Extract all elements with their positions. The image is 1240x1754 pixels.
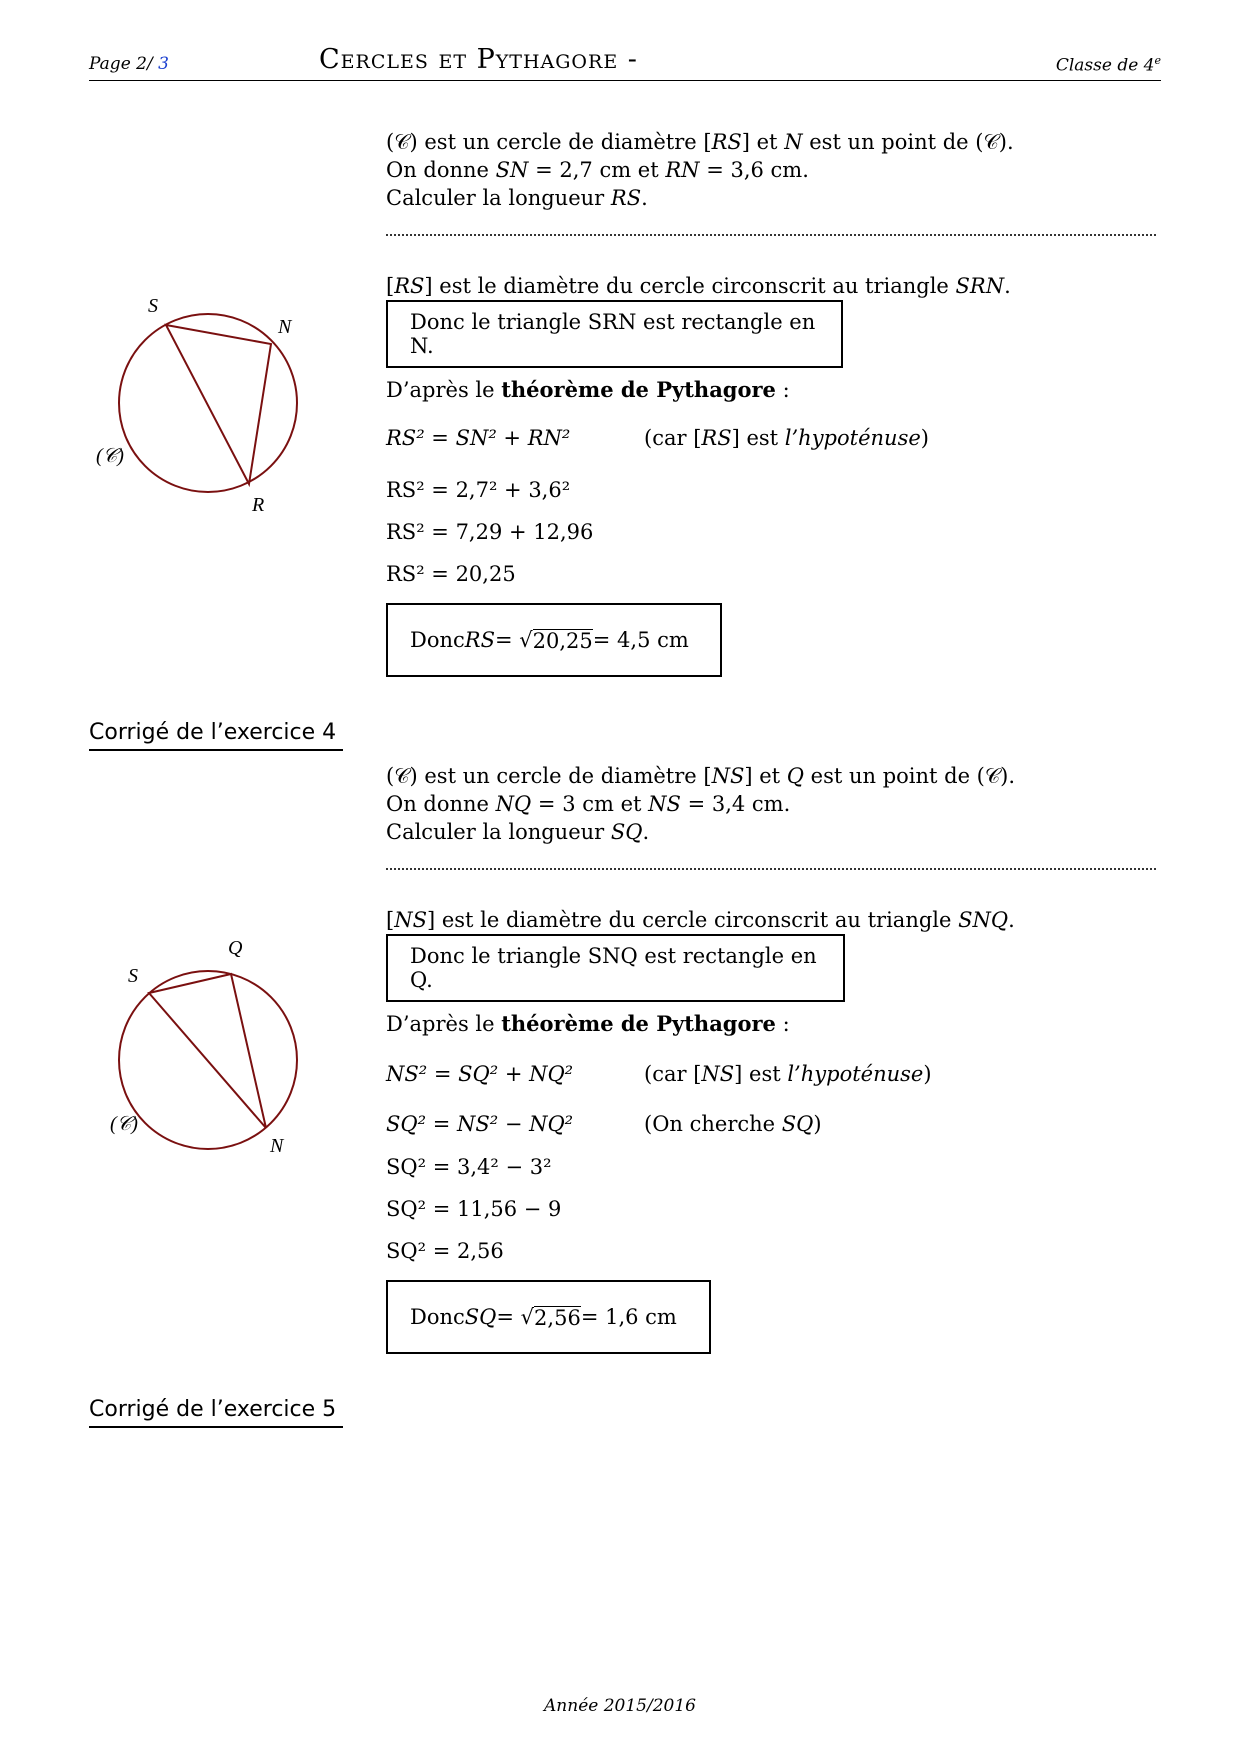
ex3-statement-line3: Calculer la longueur RS. [386,186,648,210]
ex4-triangle [149,974,266,1128]
ex3-statement-line2: On donne SN = 2,7 cm et RN = 3,6 cm. [386,158,809,182]
ex3-equation2: RS² = 2,7² + 3,6² [386,478,571,502]
ex4-theorem-line: D’après le théorème de Pythagore : [386,1011,790,1036]
ex3-equation3: RS² = 7,29 + 12,96 [386,520,594,544]
ex4-circle-figure [90,930,330,1170]
ex3-circle-figure [90,280,330,530]
section-title-exercise4: Corrigé de l’exercice 4 [89,720,343,751]
ex3-circle [119,314,297,492]
ex4-equation5: SQ² = 2,56 [386,1239,504,1263]
ex4-equation4: SQ² = 11,56 − 9 [386,1197,562,1221]
ex3-diameter-line: [RS] est le diamètre du cercle circonscrit au triangle SRN. [386,274,1011,298]
ex3-equation1: RS² = SN² + RN² [386,426,571,450]
ex3-equation1-note: (car [RS] est l’hypoténuse) [644,426,929,450]
ex3-dotted-separator [386,232,1156,236]
page-number: Page 2/ 3 [89,54,169,74]
ex4-equation1-note: (car [NS] est l’hypoténuse) [644,1062,932,1086]
ex4-dotted-separator [386,866,1156,870]
ex3-theorem-line: D’après le théorème de Pythagore : [386,377,790,402]
ex4-statement-line2: On donne NQ = 3 cm et NS = 3,4 cm. [386,792,791,816]
ex3-conclusion-box1: Donc le triangle SRN est rectangle en N. [386,300,843,368]
ex4-statement-line1: (𝒞) est un cercle de diamètre [NS] et Q est un point de (𝒞). [386,764,1016,788]
ex4-conclusion-box1: Donc le triangle SNQ est rectangle en Q. [386,934,845,1002]
ex3-statement-line1: (𝒞) est un cercle de diamètre [RS] et N est un point de (𝒞). [386,130,1014,154]
ex3-label-s: S [148,295,158,317]
ex4-equation1: NS² = SQ² + NQ² [386,1062,574,1086]
section-title-exercise5: Corrigé de l’exercice 5 [89,1397,343,1428]
ex3-label-c: (𝒞) [96,445,124,467]
ex3-label-r: R [252,494,265,516]
ex4-equation2: SQ² = NS² − NQ² [386,1112,574,1136]
ex4-label-s: S [128,965,138,987]
class-level: Classe de 4e [1055,54,1161,76]
ex4-label-n: N [270,1135,284,1157]
page-total-link[interactable]: 3 [158,54,169,74]
ex3-equation4: RS² = 20,25 [386,562,516,586]
ex3-label-n: N [278,316,292,338]
ex4-label-q: Q [228,937,243,959]
ex4-equation3: SQ² = 3,4² − 3² [386,1155,552,1179]
ex4-statement-line3: Calculer la longueur SQ. [386,820,650,844]
page-footer: Année 2015/2016 [544,1696,696,1716]
ex4-conclusion-box2: Donc SQ = √ 2,56 = 1,6 cm [386,1280,711,1354]
ex4-equation2-note: (On cherche SQ) [644,1112,822,1136]
ex3-conclusion-box2: Donc RS = √ 20,25 = 4,5 cm [386,603,722,677]
page-header [89,44,1161,81]
ex4-diameter-line: [NS] est le diamètre du cercle circonscrit au triangle SNQ. [386,908,1015,932]
ex4-label-c: (𝒞) [110,1113,138,1135]
document-title: Cercles et Pythagore - [319,44,638,75]
ex3-triangle [166,325,271,484]
